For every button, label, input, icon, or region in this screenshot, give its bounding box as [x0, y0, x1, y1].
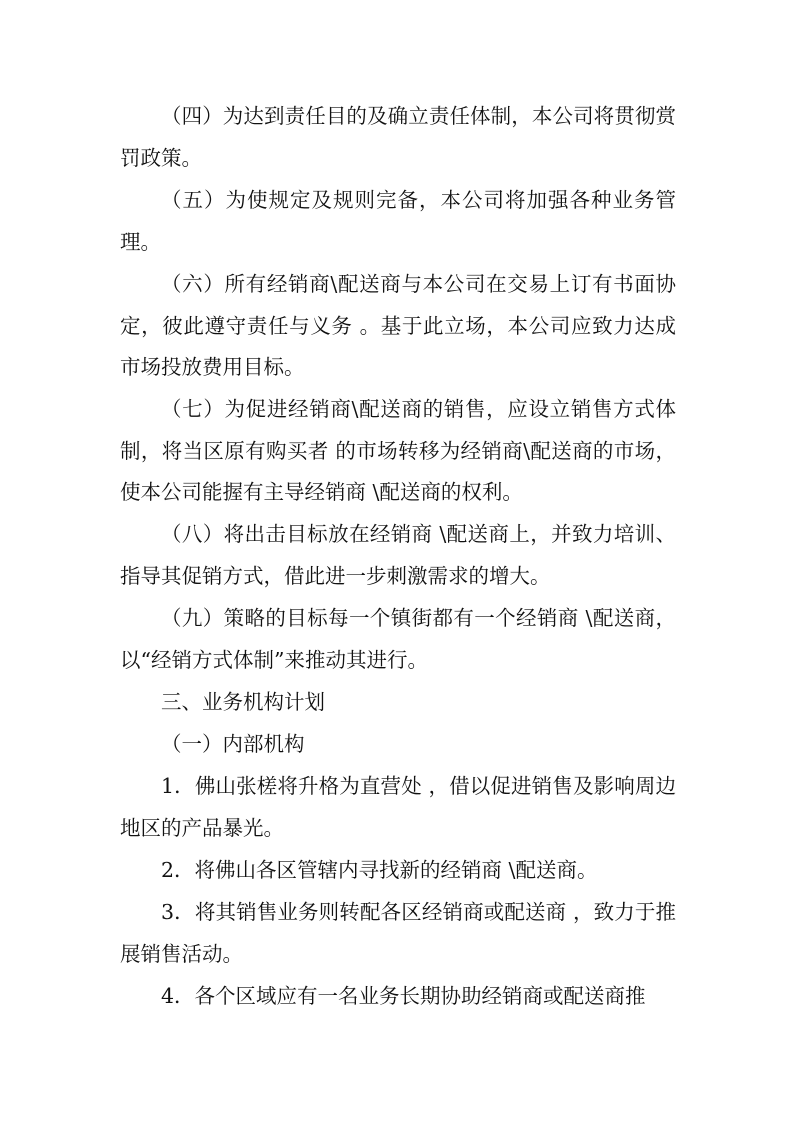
list-item-3: 3．将其销售业务则转配各区经销商或配送商 ，致力于推展销售活动。	[120, 900, 676, 966]
paragraph-8-target-dealers: （八）将出击目标放在经销商 \配送商上，并致力培训、指导其促销方式，借此进一步刺激需求的增大。	[120, 522, 676, 588]
paragraph-5-business-management: （五）为使规定及规则完备，本公司将加强各种业务管理。	[120, 188, 676, 254]
list-item-1: 1．佛山张槎将升格为直营处 ，借以促进销售及影响周边地区的产品暴光。	[120, 774, 676, 840]
paragraph-4-rewards-penalties: （四）为达到责任目的及确立责任体制，本公司将贯彻赏罚政策。	[120, 104, 676, 170]
list-item-4: 4．各个区域应有一名业务长期协助经销商或配送商推	[161, 984, 646, 1008]
section-heading-business-organization: 三、业务机构计划	[161, 690, 325, 714]
subsection-heading-internal-organization: （一）内部机构	[161, 732, 305, 756]
paragraph-9-strategy-goal: （九）策略的目标每一个镇街都有一个经销商 \配送商，以“经销方式体制”来推动其进行。	[120, 606, 676, 672]
list-item-2: 2．将佛山各区管辖内寻找新的经销商 \配送商。	[161, 858, 598, 882]
paragraph-6-dealer-agreements: （六）所有经销商\配送商与本公司在交易上订有书面协定，彼此遵守责任与义务 。基于此立场，本公司应致力达成市场投放费用目标。	[120, 272, 676, 379]
paragraph-7-sales-system: （七）为促进经销商\配送商的销售，应设立销售方式体制，将当区原有购买者 的市场转移为经销商\配送商的市场，使本公司能握有主导经销商 \配送商的权利。	[120, 397, 676, 504]
